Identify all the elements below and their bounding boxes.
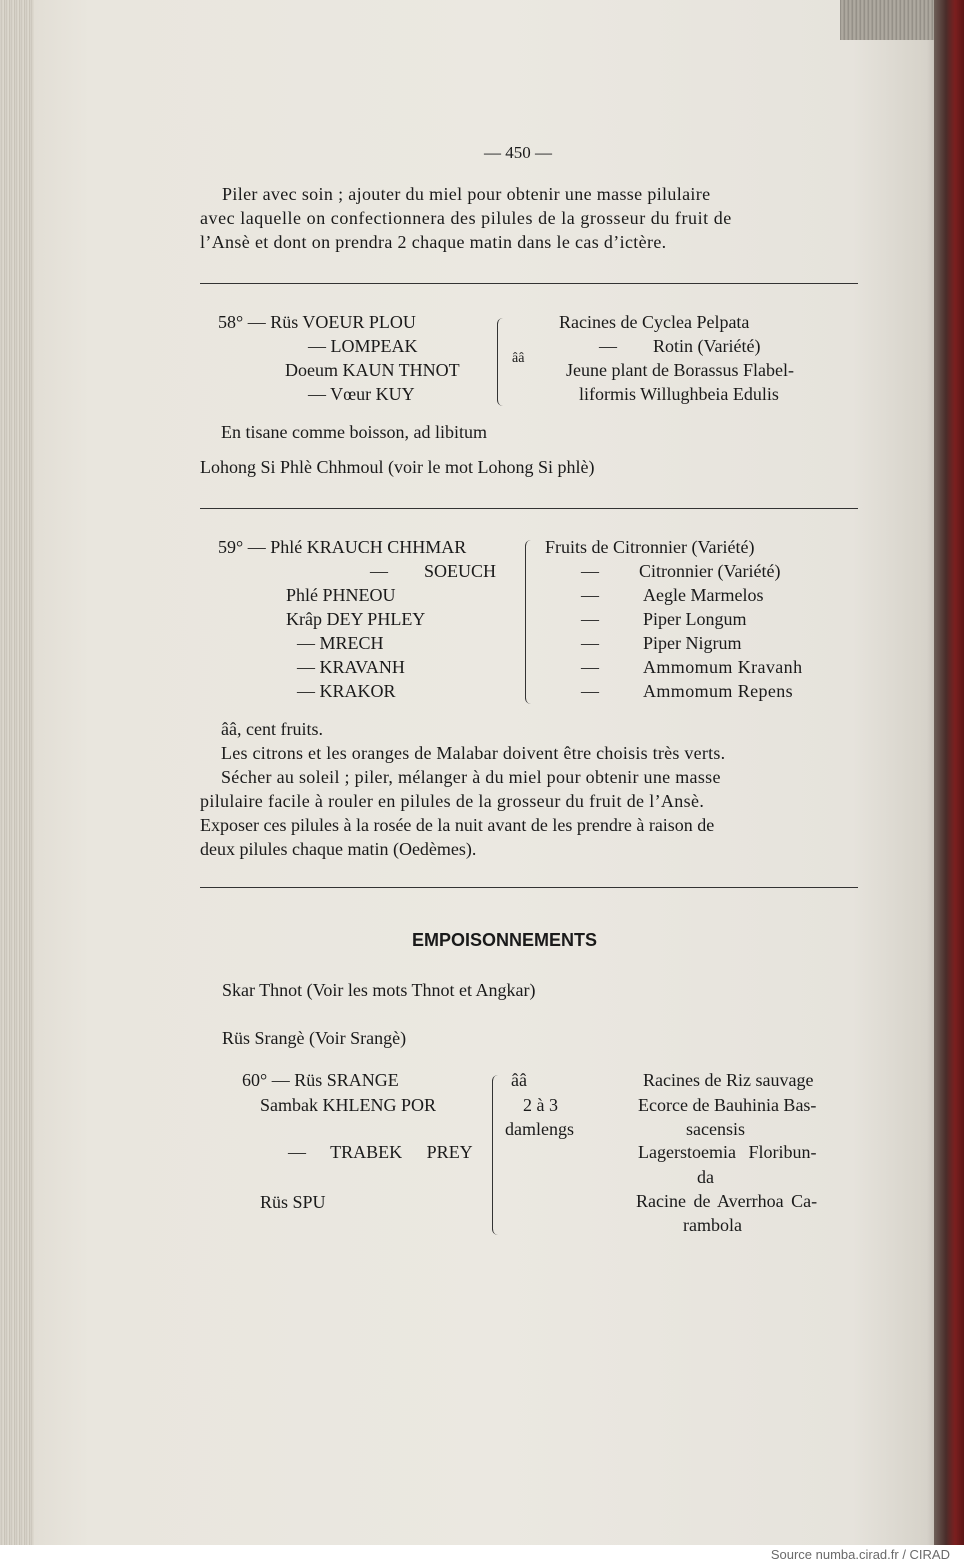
intro-line-2: avec laquelle on confectionnera des pilules de la grosseur du fruit de bbox=[200, 208, 732, 228]
section-heading: EMPOISONNEMENTS bbox=[412, 930, 598, 950]
skar-line: Skar Thnot (Voir les mots Thnot et Angkar) bbox=[222, 980, 536, 1000]
r60-right-7: rambola bbox=[683, 1215, 742, 1235]
r60-left-3: — TRABEK PREY bbox=[288, 1142, 473, 1162]
r59-text-2: Les citrons et les oranges de Malabar doivent être choisis très verts. bbox=[221, 743, 726, 763]
r59-text-3: Sécher au soleil ; piler, mélanger à du miel pour obtenir une masse bbox=[221, 767, 721, 787]
r59-text-4: pilulaire facile à rouler en pilules de la grosseur du fruit de l’Ansè. bbox=[200, 791, 705, 811]
r59-dash-7: — bbox=[581, 681, 599, 701]
r59-right-7: Ammomum Repens bbox=[643, 681, 794, 701]
r59-brace bbox=[525, 540, 534, 704]
r58-right-1: Racines de Cyclea Pelpata bbox=[559, 312, 750, 332]
source-credit: Source numba.cirad.fr / CIRAD bbox=[770, 1547, 950, 1562]
book-page-edges bbox=[0, 0, 34, 1545]
r60-right-5: da bbox=[697, 1167, 714, 1187]
divider-3 bbox=[200, 887, 858, 888]
r58-note: Lohong Si Phlè Chhmoul (voir le mot Lohong Si phlè) bbox=[200, 457, 595, 477]
srange-line: Rüs Srangè (Voir Srangè) bbox=[222, 1028, 407, 1048]
r59-right-5: Piper Nigrum bbox=[643, 633, 742, 653]
r59-dash-6: — bbox=[581, 657, 599, 677]
r58-left-3: Doeum KAUN THNOT bbox=[285, 360, 460, 380]
footer bbox=[0, 1545, 964, 1566]
r60-qty-3: damlengs bbox=[505, 1119, 574, 1139]
r60-qty-1: ââ bbox=[511, 1070, 527, 1090]
r59-left-1: 59° — Phlé KRAUCH CHHMAR bbox=[218, 537, 467, 557]
r58-qty: ââ bbox=[512, 351, 525, 366]
r59-right-4: Piper Longum bbox=[643, 609, 747, 629]
intro-line-3: l’Ansè et dont on prendra 2 chaque matin dans le cas d’ictère. bbox=[200, 232, 667, 252]
book-cover-edge bbox=[934, 0, 964, 1545]
r59-dash-5: — bbox=[581, 633, 599, 653]
r58-usage: En tisane comme boisson, ad libitum bbox=[221, 422, 487, 442]
r59-left-2: — SOEUCH bbox=[370, 561, 497, 581]
r60-qty-2: 2 à 3 bbox=[523, 1095, 558, 1115]
r59-left-4: Krâp DEY PHLEY bbox=[286, 609, 426, 629]
r59-text-6: deux pilules chaque matin (Oedèmes). bbox=[200, 839, 477, 859]
r60-right-1: Racines de Riz sauvage bbox=[643, 1070, 814, 1090]
r59-text-5: Exposer ces pilules à la rosée de la nuit avant de les prendre à raison de bbox=[200, 815, 715, 835]
r59-dash-3: — bbox=[581, 585, 599, 605]
r58-left-1: 58° — Rüs VOEUR PLOU bbox=[218, 312, 416, 332]
r59-dash-4: — bbox=[581, 609, 599, 629]
r59-dash-2: — bbox=[581, 561, 599, 581]
divider-1 bbox=[200, 283, 858, 284]
r59-right-2: Citronnier (Variété) bbox=[639, 561, 781, 581]
r59-left-7: — KRAKOR bbox=[297, 681, 396, 701]
r58-left-4: — Vœur KUY bbox=[308, 384, 415, 404]
r59-right-1: Fruits de Citronnier (Variété) bbox=[545, 537, 755, 557]
r58-right-3: Jeune plant de Borassus Flabel- bbox=[566, 360, 794, 380]
r59-left-6: — KRAVANH bbox=[297, 657, 405, 677]
divider-2 bbox=[200, 508, 858, 509]
r59-left-5: — MRECH bbox=[297, 633, 384, 653]
intro-line-1: Piler avec soin ; ajouter du miel pour obtenir une masse pilulaire bbox=[222, 184, 711, 204]
r60-brace bbox=[492, 1075, 501, 1235]
r60-left-1: 60° — Rüs SRANGE bbox=[242, 1070, 399, 1090]
r60-right-6: Racine de Averrhoa Ca- bbox=[636, 1191, 818, 1211]
page-number: — 450 — bbox=[484, 143, 552, 162]
r60-left-4: Rüs SPU bbox=[260, 1192, 326, 1212]
r60-right-3: sacensis bbox=[686, 1119, 745, 1139]
r60-right-2: Ecorce de Bauhinia Bas- bbox=[638, 1095, 817, 1115]
r58-brace bbox=[497, 318, 506, 406]
r59-right-6: Ammomum Kravanh bbox=[643, 657, 803, 677]
r59-left-3: Phlé PHNEOU bbox=[286, 585, 396, 605]
book-top-edge bbox=[840, 0, 935, 40]
r60-right-4: Lagerstoemia Floribun- bbox=[638, 1142, 817, 1162]
r58-left-2: — LOMPEAK bbox=[308, 336, 418, 356]
r58-right-2: — Rotin (Variété) bbox=[599, 336, 761, 356]
r58-right-4: liformis Willughbeia Edulis bbox=[579, 384, 779, 404]
r59-text-1: ââ, cent fruits. bbox=[221, 719, 323, 739]
r60-left-2: Sambak KHLENG POR bbox=[260, 1095, 436, 1115]
r59-right-3: Aegle Marmelos bbox=[643, 585, 764, 605]
